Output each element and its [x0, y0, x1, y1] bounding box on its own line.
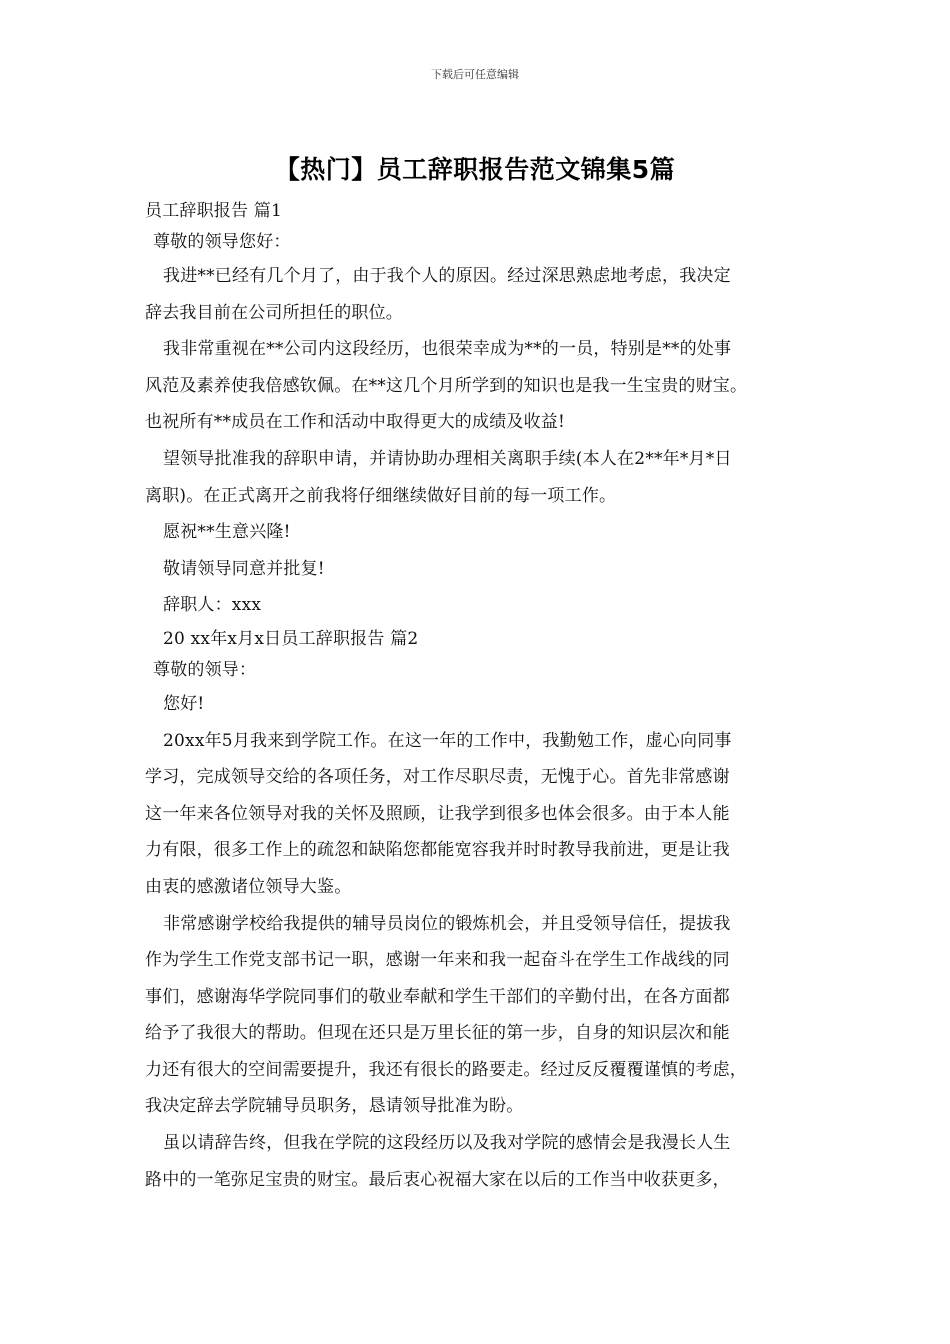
text-line: 离职)。在正式离开之前我将仔细继续做好目前的每一项工作。 — [145, 485, 617, 506]
text-line: 员工辞职报告 篇1 — [145, 201, 283, 221]
text-line: 我决定辞去学院辅导员职务，恳请领导批准为盼。 — [145, 1096, 524, 1117]
text-line: 给予了我很大的帮助。但现在还只是万里长征的第一步，自身的知识层次和能 — [145, 1023, 730, 1044]
text-line: 辞职人：xxx — [163, 595, 262, 616]
text-line: 我进**已经有几个月了，由于我个人的原因。经过深思熟虑地考虑，我决定 — [163, 266, 731, 286]
text-line: 20xx年5月我来到学院工作。在这一年的工作中，我勤勉工作，虚心向同事 — [163, 730, 732, 751]
text-line: 愿祝**生意兴隆! — [163, 522, 291, 543]
text-line: 也祝所有**成员在工作和活动中取得更大的成绩及收益! — [145, 412, 566, 433]
text-line: 敬请领导同意并批复! — [163, 558, 325, 579]
text-line: 路中的一笔弥足宝贵的财宝。最后衷心祝福大家在以后的工作当中收获更多， — [145, 1169, 730, 1190]
document-title: 【热门】员工辞职报告范文锦集5篇 — [274, 155, 676, 184]
text-line: 20 xx年x月x日员工辞职报告 篇2 — [163, 628, 419, 649]
text-line: 这一年来各位领导对我的关怀及照顾，让我学到很多也体会很多。由于本人能 — [145, 803, 730, 824]
text-line: 力还有很大的空间需要提升，我还有很长的路要走。经过反反覆覆谨慎的考虑， — [145, 1059, 747, 1080]
text-line: 辞去我目前在公司所担任的职位。 — [145, 302, 403, 323]
text-line: 由衷的感激诸位领导大鉴。 — [145, 876, 352, 897]
download-note: 下载后可任意编辑 — [431, 68, 519, 81]
text-line: 尊敬的领导： — [153, 659, 257, 680]
text-line: 虽以请辞告终，但我在学院的这段经历以及我对学院的感情会是我漫长人生 — [163, 1133, 731, 1154]
text-line: 风范及素养使我倍感钦佩。在**这几个月所学到的知识也是我一生宝贵的财宝。 — [145, 375, 748, 396]
text-line: 学习，完成领导交给的各项任务，对工作尽职尽责，无愧于心。首先非常感谢 — [145, 767, 730, 788]
document-body — [145, 196, 825, 1198]
text-line: 非常感谢学校给我提供的辅导员岗位的锻炼机会，并且受领导信任，提拔我 — [163, 913, 731, 934]
text-line: 力有限，很多工作上的疏忽和缺陷您都能宽容我并时时教导我前进，更是让我 — [145, 840, 730, 861]
text-line: 事们，感谢海华学院同事们的敬业奉献和学生干部们的辛勤付出，在各方面都 — [145, 986, 730, 1007]
text-line: 作为学生工作党支部书记一职，感谢一年来和我一起奋斗在学生工作战线的同 — [145, 950, 730, 971]
text-line: 您好! — [163, 693, 205, 714]
text-line: 尊敬的领导您好： — [153, 232, 291, 252]
text-line: 望领导批准我的辞职申请，并请协助办理相关离职手续(本人在2**年*月*日 — [163, 448, 732, 469]
text-line: 我非常重视在**公司内这段经历，也很荣幸成为**的一员，特别是**的处事 — [163, 339, 732, 360]
